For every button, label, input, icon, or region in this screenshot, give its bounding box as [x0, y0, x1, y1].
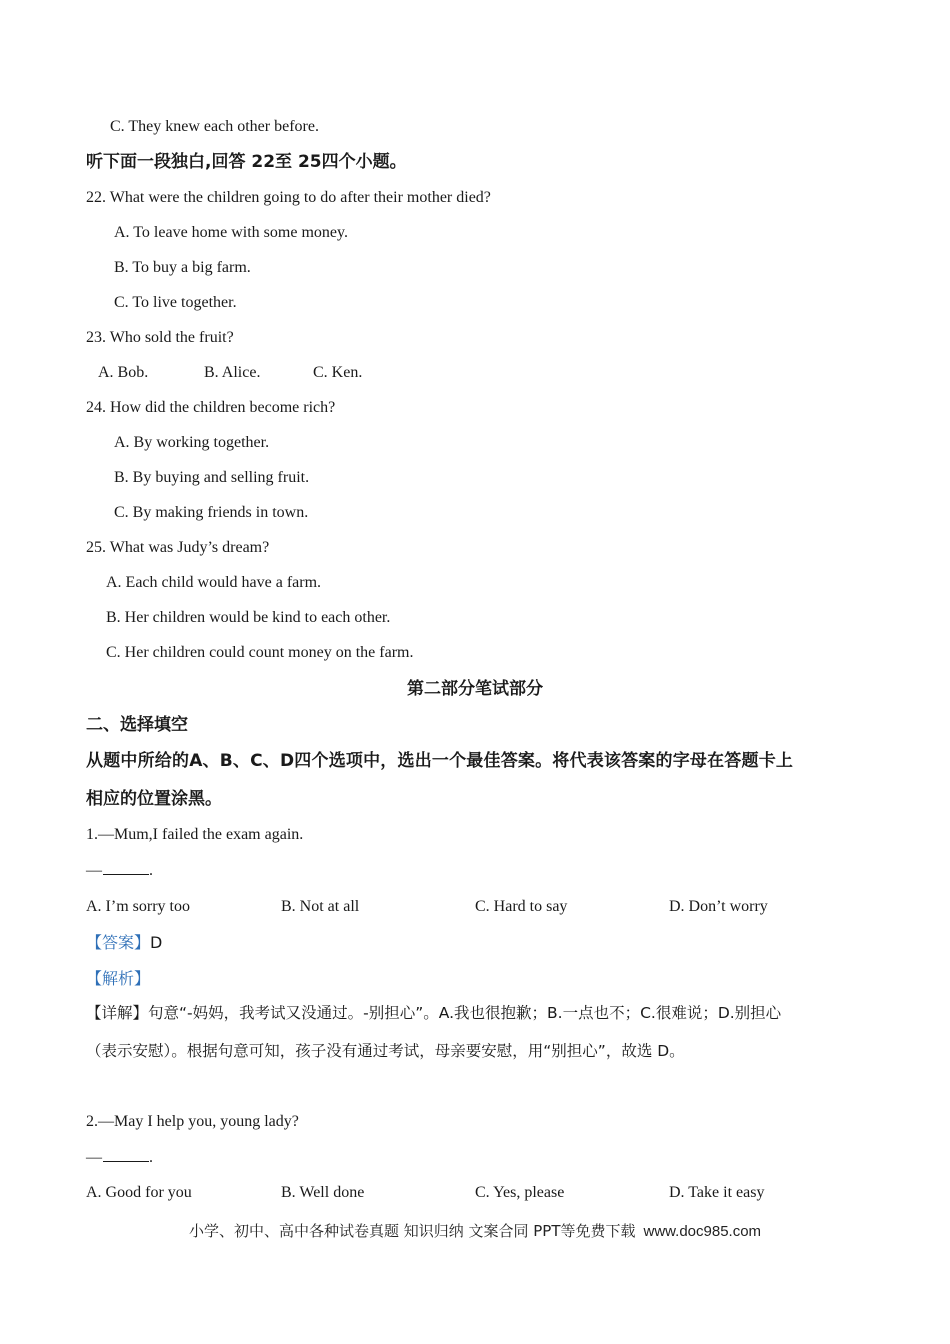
question-number: 1. [86, 826, 98, 843]
answer-line [86, 933, 162, 953]
answer-blank [103, 1149, 149, 1162]
question-22-option-b: B. To buy a big farm. [114, 259, 251, 276]
reply-dash: — [86, 1149, 102, 1166]
section-title: 二、选择填空 [86, 715, 188, 735]
question-25-option-a: A. Each child would have a farm. [106, 574, 322, 591]
question-24-option-a: A. By working together. [114, 434, 270, 451]
question-25-option-b: B. Her children would be kind to each other. [106, 609, 391, 626]
question-24-option-b: B. By buying and selling fruit. [114, 469, 310, 486]
question-prompt: —May I help you, young lady? [98, 1113, 299, 1130]
written-question-2-option-a: A. Good for you [86, 1184, 192, 1201]
analysis-label: 【解析】 [86, 969, 151, 988]
page-footer [0, 1220, 950, 1241]
question-25-option-c: C. Her children could count money on the farm. [106, 644, 414, 661]
footer-url[interactable]: www.doc985.com [643, 1223, 762, 1240]
question-23-option-c: C. Ken. [313, 364, 363, 381]
question-23-option-a: A. Bob. [98, 364, 149, 381]
reply-dash: — [86, 862, 102, 879]
question-23: 23. Who sold the fruit? [86, 329, 234, 346]
written-question-2 [86, 1112, 299, 1132]
section-instruction-line-1: 从题中所给的A、B、C、D四个选项中，选出一个最佳答案。将代表该答案的字母在答题卡上 [86, 751, 794, 771]
question-23-option-b: B. Alice. [204, 364, 261, 381]
footer-text: 小学、初中、高中各种试卷真题 知识归纳 文案合同 PPT等免费下载 [188, 1222, 636, 1240]
answer-label: 【答案】 [86, 933, 151, 952]
reply-end: . [149, 1149, 153, 1166]
question-prompt: —Mum,I failed the exam again. [98, 826, 304, 843]
option-c-previous: C. They knew each other before. [110, 118, 319, 135]
question-24-option-c: C. By making friends in town. [114, 504, 309, 521]
monologue-instruction: 听下面一段独白,回答 22至 25四个小题。 [86, 152, 407, 172]
detail-line-1: 【详解】句意“-妈妈，我考试又没通过。-别担心”。A.我也很抱歉；B.一点也不；C.很难说；D.别担心 [86, 1004, 782, 1022]
written-question-1-reply [86, 861, 153, 881]
written-question-1-option-c: C. Hard to say [475, 898, 568, 915]
question-22: 22. What were the children going to do after their mother died? [86, 189, 491, 206]
question-25: 25. What was Judy’s dream? [86, 539, 270, 556]
written-question-2-option-c: C. Yes, please [475, 1184, 565, 1201]
question-22-option-a: A. To leave home with some money. [114, 224, 348, 241]
section-instruction-line-2: 相应的位置涂黑。 [86, 789, 222, 809]
written-question-2-reply [86, 1148, 153, 1168]
question-number: 2. [86, 1113, 98, 1130]
detail-line-2: （表示安慰）。根据句意可知，孩子没有通过考试，母亲要安慰，用“别担心”，故选 D。 [86, 1042, 685, 1060]
answer-blank [103, 862, 149, 875]
written-question-2-option-d: D. Take it easy [669, 1184, 765, 1201]
reply-end: . [149, 862, 153, 879]
written-question-1 [86, 825, 303, 845]
answer-value: D [150, 933, 163, 952]
written-question-1-option-d: D. Don’t worry [669, 898, 768, 915]
written-question-1-option-a: A. I’m sorry too [86, 898, 190, 915]
question-24: 24. How did the children become rich? [86, 399, 336, 416]
part-two-title: 第二部分笔试部分 [407, 679, 543, 699]
question-22-option-c: C. To live together. [114, 294, 237, 311]
written-question-2-option-b: B. Well done [281, 1184, 365, 1201]
written-question-1-option-b: B. Not at all [281, 898, 360, 915]
